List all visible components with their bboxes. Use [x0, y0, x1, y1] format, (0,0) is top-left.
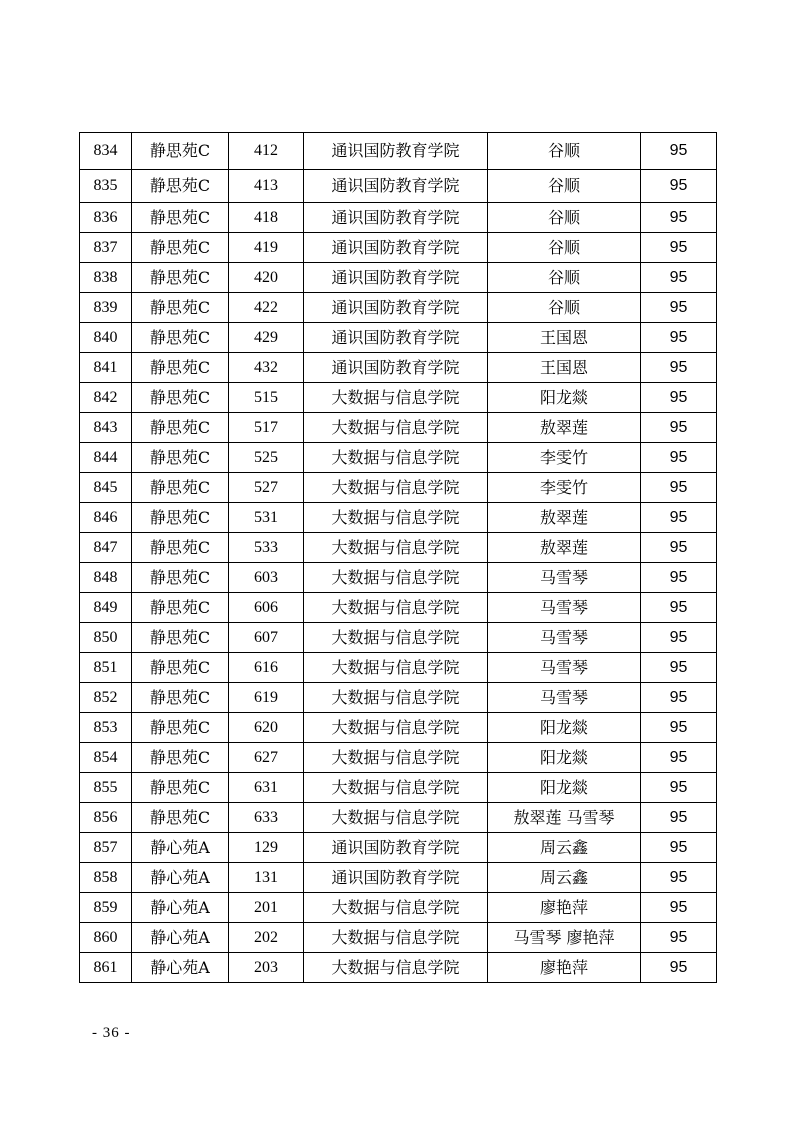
- staff-name-cell: 谷顺: [488, 263, 641, 293]
- room-number-cell: 533: [229, 533, 304, 563]
- score-cell: 95: [641, 133, 717, 170]
- row-number-cell: 856: [80, 803, 132, 833]
- table-row: [80, 533, 717, 563]
- score-cell: 95: [641, 233, 717, 263]
- college-cell: 大数据与信息学院: [304, 413, 488, 443]
- score-cell: 95: [641, 923, 717, 953]
- room-number-cell: 606: [229, 593, 304, 623]
- table-row: [80, 443, 717, 473]
- row-number-cell: 840: [80, 323, 132, 353]
- dorm-building-cell: 静思苑C: [132, 563, 229, 593]
- college-cell: 大数据与信息学院: [304, 803, 488, 833]
- score-cell: 95: [641, 953, 717, 983]
- score-cell: 95: [641, 383, 717, 413]
- room-number-cell: 515: [229, 383, 304, 413]
- dorm-building-cell: 静思苑C: [132, 443, 229, 473]
- college-cell: 通识国防教育学院: [304, 263, 488, 293]
- college-cell: 通识国防教育学院: [304, 170, 488, 203]
- dorm-building-cell: 静心苑A: [132, 893, 229, 923]
- college-cell: 大数据与信息学院: [304, 533, 488, 563]
- dorm-building-cell: 静思苑C: [132, 593, 229, 623]
- staff-name-cell: 廖艳萍: [488, 893, 641, 923]
- staff-name-cell: 李雯竹: [488, 473, 641, 503]
- dorm-building-cell: 静思苑C: [132, 293, 229, 323]
- dormitory-score-table: [79, 132, 717, 983]
- staff-name-cell: 谷顺: [488, 133, 641, 170]
- table-row: [80, 623, 717, 653]
- dorm-building-cell: 静思苑C: [132, 743, 229, 773]
- room-number-cell: 627: [229, 743, 304, 773]
- room-number-cell: 203: [229, 953, 304, 983]
- row-number-cell: 847: [80, 533, 132, 563]
- row-number-cell: 843: [80, 413, 132, 443]
- row-number-cell: 834: [80, 133, 132, 170]
- dorm-building-cell: 静心苑A: [132, 923, 229, 953]
- room-number-cell: 607: [229, 623, 304, 653]
- score-cell: 95: [641, 413, 717, 443]
- staff-name-cell: 马雪琴: [488, 623, 641, 653]
- room-number-cell: 419: [229, 233, 304, 263]
- table-row: [80, 203, 717, 233]
- room-number-cell: 620: [229, 713, 304, 743]
- dorm-building-cell: 静心苑A: [132, 863, 229, 893]
- college-cell: 大数据与信息学院: [304, 743, 488, 773]
- table-row: [80, 383, 717, 413]
- score-cell: 95: [641, 833, 717, 863]
- score-cell: 95: [641, 683, 717, 713]
- staff-name-cell: 谷顺: [488, 233, 641, 263]
- room-number-cell: 412: [229, 133, 304, 170]
- college-cell: 大数据与信息学院: [304, 653, 488, 683]
- table-row: [80, 923, 717, 953]
- staff-name-cell: 李雯竹: [488, 443, 641, 473]
- score-cell: 95: [641, 353, 717, 383]
- score-cell: 95: [641, 503, 717, 533]
- score-cell: 95: [641, 593, 717, 623]
- college-cell: 大数据与信息学院: [304, 563, 488, 593]
- college-cell: 通识国防教育学院: [304, 833, 488, 863]
- college-cell: 大数据与信息学院: [304, 953, 488, 983]
- dorm-building-cell: 静思苑C: [132, 773, 229, 803]
- room-number-cell: 201: [229, 893, 304, 923]
- staff-name-cell: 王国恩: [488, 323, 641, 353]
- staff-name-cell: 敖翠莲: [488, 533, 641, 563]
- table-row: [80, 653, 717, 683]
- table-row: [80, 683, 717, 713]
- room-number-cell: 517: [229, 413, 304, 443]
- score-cell: 95: [641, 533, 717, 563]
- table-row: [80, 503, 717, 533]
- college-cell: 大数据与信息学院: [304, 893, 488, 923]
- staff-name-cell: 阳龙燚: [488, 713, 641, 743]
- staff-name-cell: 阳龙燚: [488, 383, 641, 413]
- row-number-cell: 836: [80, 203, 132, 233]
- score-cell: 95: [641, 863, 717, 893]
- dorm-building-cell: 静思苑C: [132, 263, 229, 293]
- dorm-building-cell: 静心苑A: [132, 833, 229, 863]
- college-cell: 通识国防教育学院: [304, 203, 488, 233]
- staff-name-cell: 敖翠莲: [488, 503, 641, 533]
- room-number-cell: 631: [229, 773, 304, 803]
- college-cell: 通识国防教育学院: [304, 293, 488, 323]
- table-row: [80, 773, 717, 803]
- college-cell: 大数据与信息学院: [304, 593, 488, 623]
- college-cell: 大数据与信息学院: [304, 443, 488, 473]
- staff-name-cell: 马雪琴 廖艳萍: [488, 923, 641, 953]
- row-number-cell: 841: [80, 353, 132, 383]
- score-cell: 95: [641, 653, 717, 683]
- table-body: [80, 133, 717, 983]
- row-number-cell: 855: [80, 773, 132, 803]
- college-cell: 通识国防教育学院: [304, 863, 488, 893]
- room-number-cell: 418: [229, 203, 304, 233]
- room-number-cell: 633: [229, 803, 304, 833]
- dorm-building-cell: 静心苑A: [132, 953, 229, 983]
- score-cell: 95: [641, 323, 717, 353]
- staff-name-cell: 谷顺: [488, 293, 641, 323]
- dorm-building-cell: 静思苑C: [132, 353, 229, 383]
- table-row: [80, 473, 717, 503]
- college-cell: 大数据与信息学院: [304, 683, 488, 713]
- row-number-cell: 837: [80, 233, 132, 263]
- staff-name-cell: 阳龙燚: [488, 773, 641, 803]
- staff-name-cell: 马雪琴: [488, 593, 641, 623]
- college-cell: 大数据与信息学院: [304, 473, 488, 503]
- table-row: [80, 133, 717, 170]
- dorm-building-cell: 静思苑C: [132, 383, 229, 413]
- table-row: [80, 743, 717, 773]
- room-number-cell: 432: [229, 353, 304, 383]
- score-cell: 95: [641, 713, 717, 743]
- college-cell: 大数据与信息学院: [304, 623, 488, 653]
- row-number-cell: 846: [80, 503, 132, 533]
- dorm-building-cell: 静思苑C: [132, 803, 229, 833]
- college-cell: 大数据与信息学院: [304, 773, 488, 803]
- college-cell: 大数据与信息学院: [304, 923, 488, 953]
- table-row: [80, 803, 717, 833]
- dorm-building-cell: 静思苑C: [132, 533, 229, 563]
- college-cell: 大数据与信息学院: [304, 503, 488, 533]
- staff-name-cell: 马雪琴: [488, 563, 641, 593]
- score-cell: 95: [641, 563, 717, 593]
- table-row: [80, 563, 717, 593]
- table-row: [80, 293, 717, 323]
- staff-name-cell: 阳龙燚: [488, 743, 641, 773]
- row-number-cell: 860: [80, 923, 132, 953]
- dorm-building-cell: 静思苑C: [132, 323, 229, 353]
- college-cell: 通识国防教育学院: [304, 233, 488, 263]
- dorm-building-cell: 静思苑C: [132, 473, 229, 503]
- table-row: [80, 170, 717, 203]
- room-number-cell: 202: [229, 923, 304, 953]
- room-number-cell: 525: [229, 443, 304, 473]
- dorm-building-cell: 静思苑C: [132, 623, 229, 653]
- dorm-building-cell: 静思苑C: [132, 653, 229, 683]
- score-cell: 95: [641, 170, 717, 203]
- row-number-cell: 839: [80, 293, 132, 323]
- row-number-cell: 845: [80, 473, 132, 503]
- staff-name-cell: 谷顺: [488, 170, 641, 203]
- row-number-cell: 850: [80, 623, 132, 653]
- table-row: [80, 593, 717, 623]
- score-cell: 95: [641, 473, 717, 503]
- row-number-cell: 844: [80, 443, 132, 473]
- room-number-cell: 527: [229, 473, 304, 503]
- table-row: [80, 893, 717, 923]
- room-number-cell: 616: [229, 653, 304, 683]
- staff-name-cell: 敖翠莲 马雪琴: [488, 803, 641, 833]
- row-number-cell: 854: [80, 743, 132, 773]
- college-cell: 通识国防教育学院: [304, 323, 488, 353]
- row-number-cell: 842: [80, 383, 132, 413]
- dorm-building-cell: 静思苑C: [132, 713, 229, 743]
- college-cell: 通识国防教育学院: [304, 353, 488, 383]
- dorm-building-cell: 静思苑C: [132, 683, 229, 713]
- college-cell: 大数据与信息学院: [304, 383, 488, 413]
- row-number-cell: 853: [80, 713, 132, 743]
- dorm-building-cell: 静思苑C: [132, 233, 229, 263]
- room-number-cell: 422: [229, 293, 304, 323]
- row-number-cell: 857: [80, 833, 132, 863]
- score-cell: 95: [641, 803, 717, 833]
- table-row: [80, 263, 717, 293]
- score-cell: 95: [641, 443, 717, 473]
- score-cell: 95: [641, 293, 717, 323]
- room-number-cell: 413: [229, 170, 304, 203]
- staff-name-cell: 谷顺: [488, 203, 641, 233]
- table-row: [80, 353, 717, 383]
- room-number-cell: 603: [229, 563, 304, 593]
- row-number-cell: 835: [80, 170, 132, 203]
- table-row: [80, 413, 717, 443]
- staff-name-cell: 廖艳萍: [488, 953, 641, 983]
- dorm-building-cell: 静思苑C: [132, 503, 229, 533]
- row-number-cell: 859: [80, 893, 132, 923]
- row-number-cell: 861: [80, 953, 132, 983]
- table-row: [80, 863, 717, 893]
- staff-name-cell: 周云鑫: [488, 863, 641, 893]
- dorm-building-cell: 静思苑C: [132, 413, 229, 443]
- row-number-cell: 838: [80, 263, 132, 293]
- row-number-cell: 852: [80, 683, 132, 713]
- room-number-cell: 429: [229, 323, 304, 353]
- page-number: - 36 -: [92, 1025, 131, 1041]
- room-number-cell: 131: [229, 863, 304, 893]
- row-number-cell: 849: [80, 593, 132, 623]
- table-row: [80, 233, 717, 263]
- table-row: [80, 953, 717, 983]
- staff-name-cell: 敖翠莲: [488, 413, 641, 443]
- row-number-cell: 848: [80, 563, 132, 593]
- dorm-building-cell: 静思苑C: [132, 203, 229, 233]
- staff-name-cell: 马雪琴: [488, 683, 641, 713]
- college-cell: 通识国防教育学院: [304, 133, 488, 170]
- college-cell: 大数据与信息学院: [304, 713, 488, 743]
- staff-name-cell: 马雪琴: [488, 653, 641, 683]
- score-cell: 95: [641, 263, 717, 293]
- score-cell: 95: [641, 203, 717, 233]
- score-cell: 95: [641, 623, 717, 653]
- dorm-building-cell: 静思苑C: [132, 170, 229, 203]
- score-cell: 95: [641, 773, 717, 803]
- staff-name-cell: 王国恩: [488, 353, 641, 383]
- room-number-cell: 129: [229, 833, 304, 863]
- room-number-cell: 531: [229, 503, 304, 533]
- room-number-cell: 619: [229, 683, 304, 713]
- row-number-cell: 851: [80, 653, 132, 683]
- score-cell: 95: [641, 893, 717, 923]
- dorm-building-cell: 静思苑C: [132, 133, 229, 170]
- table-row: [80, 323, 717, 353]
- table-row: [80, 713, 717, 743]
- score-cell: 95: [641, 743, 717, 773]
- table-row: [80, 833, 717, 863]
- row-number-cell: 858: [80, 863, 132, 893]
- staff-name-cell: 周云鑫: [488, 833, 641, 863]
- room-number-cell: 420: [229, 263, 304, 293]
